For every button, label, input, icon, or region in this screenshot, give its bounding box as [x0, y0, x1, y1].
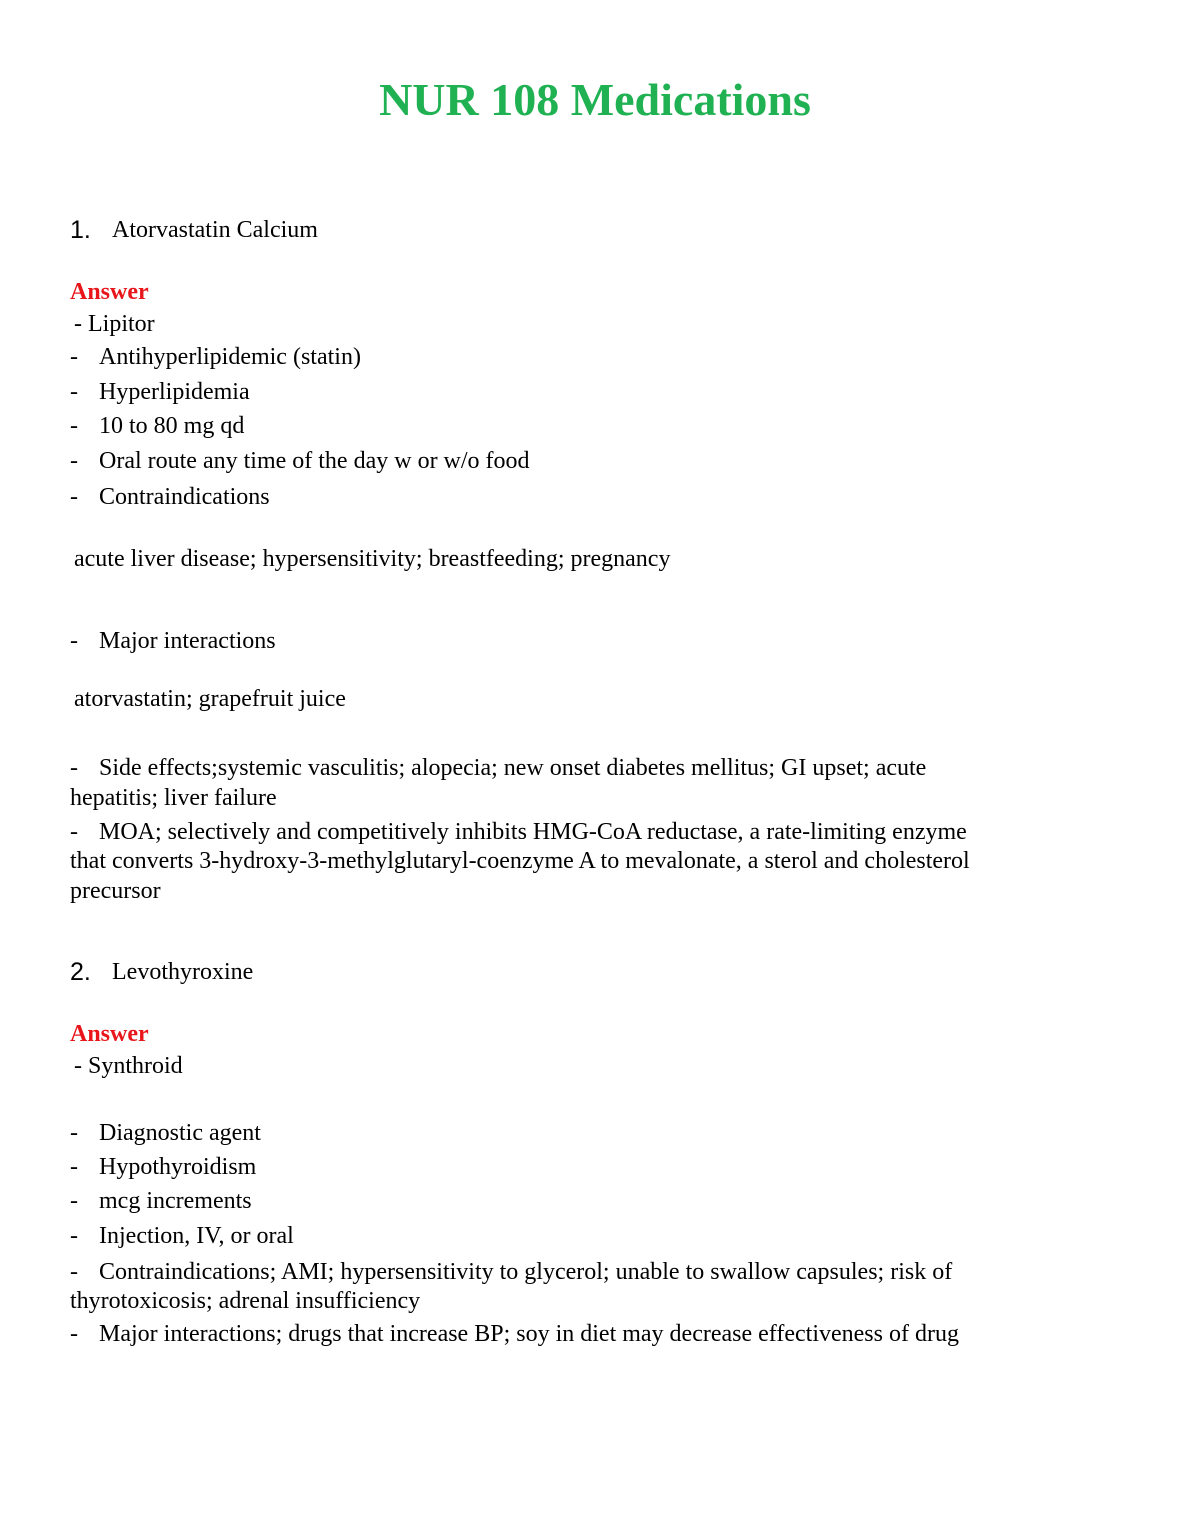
- item-number: 1.: [70, 216, 91, 244]
- bullet-dash: -: [70, 628, 78, 654]
- moa-line: that converts 3-hydroxy-3-methylglutaryl-coenzyme A to mevalonate, a sterol and cholesterol: [70, 848, 970, 874]
- contraindications-line: thyrotoxicosis; adrenal insufficiency: [70, 1288, 421, 1314]
- brand-name: - Lipitor: [74, 311, 155, 337]
- contraindications-line: Contraindications; AMI; hypersensitivity to glycerol; unable to swallow capsules; risk of: [99, 1259, 953, 1285]
- bullet-item: Oral route any time of the day w or w/o food: [99, 448, 530, 474]
- bullet-dash: -: [70, 1321, 78, 1347]
- bullet-item: 10 to 80 mg qd: [99, 413, 245, 439]
- bullet-dash: -: [70, 819, 78, 845]
- side-effects-line: hepatitis; liver failure: [70, 785, 277, 811]
- bullet-dash: -: [70, 413, 78, 439]
- bullet-item: Antihyperlipidemic (statin): [99, 344, 361, 370]
- bullet-item: Injection, IV, or oral: [99, 1223, 294, 1249]
- item-number: 2.: [70, 958, 91, 986]
- brand-name: - Synthroid: [74, 1053, 183, 1079]
- moa-line: MOA; selectively and competitively inhibits HMG-CoA reductase, a rate-limiting enzyme: [99, 819, 967, 845]
- side-effects-line: Side effects;systemic vasculitis; alopecia; new onset diabetes mellitus; GI upset; acute: [99, 755, 927, 781]
- interactions-text: atorvastatin; grapefruit juice: [74, 686, 346, 712]
- medication-name: Atorvastatin Calcium: [112, 217, 318, 243]
- bullet-item: Contraindications: [99, 484, 270, 510]
- bullet-dash: -: [70, 1120, 78, 1146]
- bullet-dash: -: [70, 755, 78, 781]
- contraindications-text: acute liver disease; hypersensitivity; breastfeeding; pregnancy: [74, 546, 671, 572]
- bullet-dash: -: [70, 1154, 78, 1180]
- bullet-item: mcg increments: [99, 1188, 252, 1214]
- bullet-item: Hypothyroidism: [99, 1154, 257, 1180]
- page-title: NUR 108 Medications: [379, 74, 811, 125]
- moa-line: precursor: [70, 878, 161, 904]
- interactions-line: Major interactions; drugs that increase BP; soy in diet may decrease effectiveness of drug: [99, 1321, 959, 1347]
- bullet-dash: -: [70, 448, 78, 474]
- bullet-dash: -: [70, 1188, 78, 1214]
- bullet-dash: -: [70, 344, 78, 370]
- bullet-dash: -: [70, 379, 78, 405]
- bullet-dash: -: [70, 1223, 78, 1249]
- bullet-dash: -: [70, 484, 78, 510]
- answer-label: Answer: [70, 1021, 149, 1047]
- bullet-dash: -: [70, 1259, 78, 1285]
- interactions-label: Major interactions: [99, 628, 276, 654]
- bullet-item: Diagnostic agent: [99, 1120, 261, 1146]
- medication-name: Levothyroxine: [112, 959, 254, 985]
- answer-label: Answer: [70, 279, 149, 305]
- bullet-item: Hyperlipidemia: [99, 379, 250, 405]
